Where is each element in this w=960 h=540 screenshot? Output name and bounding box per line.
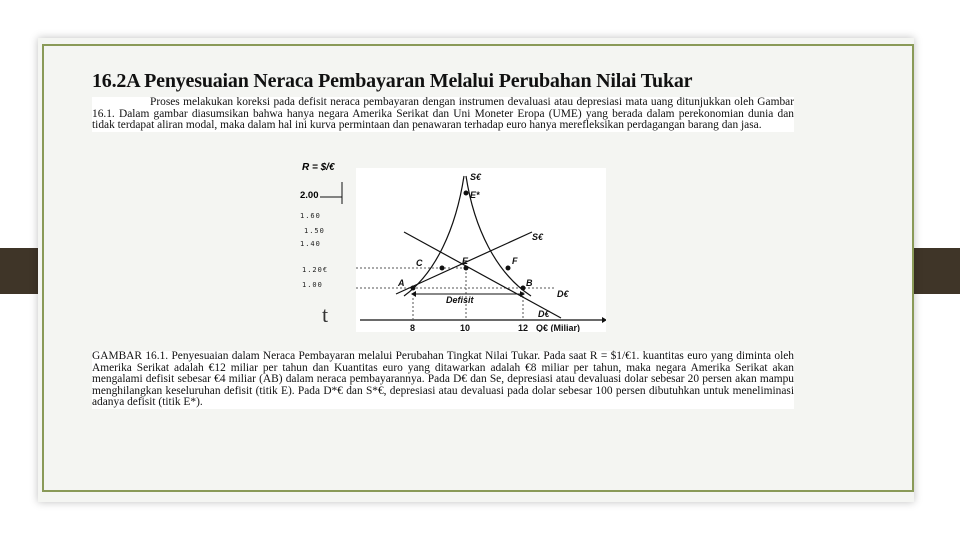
caption-lead: GAMBAR 16.1 xyxy=(92,350,166,362)
y-tick-top: 2.00 xyxy=(300,190,319,201)
x-axis-label: Q€ (Miliar) xyxy=(536,323,581,332)
y-axis-stub xyxy=(320,180,356,210)
label-f: F xyxy=(512,256,518,266)
label-b: B xyxy=(526,278,533,288)
stray-glyph: t xyxy=(322,302,329,327)
point-e xyxy=(464,266,469,271)
y-tick-1-20-group xyxy=(302,266,328,274)
supply-curve-s-star xyxy=(404,176,464,296)
y-tick-1-40: 1.40 xyxy=(300,240,321,248)
demand-curve-d-euro xyxy=(404,232,561,318)
label-c: C xyxy=(416,258,423,268)
label-d-bottom: D€ xyxy=(538,309,550,319)
y-tick-1-50: 1.50 xyxy=(304,227,325,235)
point-e-star xyxy=(464,191,469,196)
x-axis-arrow xyxy=(602,317,606,323)
page-title: 16.2A Penyesuaian Neraca Pembayaran Melalui Perubahan Nilai Tukar xyxy=(92,70,693,92)
y-tick-1-20: 1.20 xyxy=(302,266,323,274)
point-f xyxy=(506,266,511,271)
label-d-right: D€ xyxy=(557,289,569,299)
label-e: E xyxy=(462,256,469,266)
y-tick-1-60: 1.60 xyxy=(300,212,321,220)
y-tick-suffix: € xyxy=(322,266,329,274)
y-tick-1-00: 1.00 xyxy=(302,281,323,289)
figure-16-1 xyxy=(296,162,606,334)
label-a: A xyxy=(398,278,405,288)
label-s-top: S€ xyxy=(470,172,482,182)
point-c xyxy=(440,266,445,271)
x-tick-8: 8 xyxy=(410,323,416,332)
label-s-right: S€ xyxy=(532,232,544,242)
label-e-star: E* xyxy=(470,190,480,200)
exchange-rate-graph xyxy=(356,168,606,332)
point-a xyxy=(411,286,416,291)
deficit-label: Defisit xyxy=(446,295,474,305)
x-tick-10: 10 xyxy=(460,323,471,332)
point-b xyxy=(521,286,526,291)
deficit-arrow-left xyxy=(411,291,416,297)
intro-paragraph: Proses melakukan koreksi pada defisit neraca pembayaran dengan instrumen devaluasi atau depresiasi mata uang ditunjukkan oleh Gambar 16.1. Dalam gambar diasumsikan bahwa hanya negara Amerika Serikat dan Uni Moneter Eropa (UME) yang berada dalam perekonomian dunia dan tidak terdapat aliran modal, maka dalam hal ini kurva permintaan dan penawaran terhadap euro hanya merefleksikan perdagangan barang dan jasa. xyxy=(92,96,794,132)
y-axis-label: R = $/€ xyxy=(302,162,335,173)
x-tick-12: 12 xyxy=(518,323,529,332)
figure-caption xyxy=(92,351,794,409)
caption-text: . Penyesuaian dalam Neraca Pembayaran melalui Perubahan Tingkat Nilai Tukar. Pada saat R = $1/€1. kuantitas euro yang diminta oleh Amerika Serikat adalah €12 miliar per tahun dan Kuantitas euro yang ditawarkan adalah €8 miliar per tahun, maka negara Amerika Serikat akan mengalami defisit sebesar €4 miliar (AB) dalam neraca pembayarannya. Pada D€ dan Se, depresiasi atau devaluasi dolar sebesar 20 persen akan mampu menghilangkan keseluruhan defisit (titik E). Pada D*€ dan S*€, depresiasi atau devaluasi pada dolar sebesar 100 persen dibutuhkan untuk meneliminasi adanya defisit (titik E*). xyxy=(92,350,794,409)
